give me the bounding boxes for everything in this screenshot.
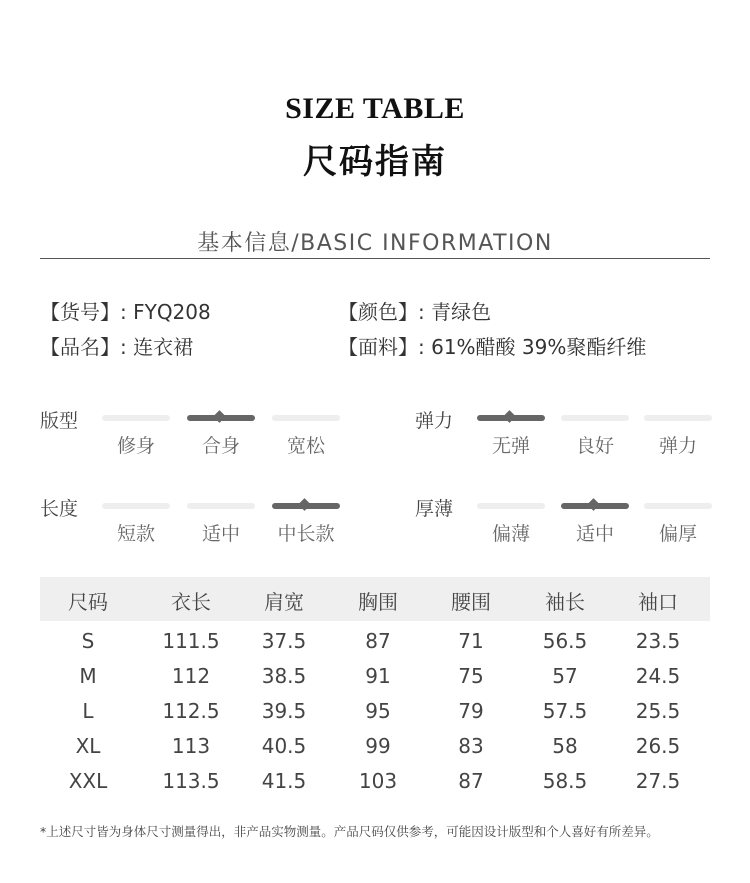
table-header-cell: 尺码 <box>68 590 108 614</box>
selected-marker-icon <box>298 498 311 511</box>
attr-stretch-label: 弹力 <box>415 410 454 432</box>
table-cell: 40.5 <box>261 734 307 758</box>
attr-stretch-option-2: 弹力 <box>658 435 697 457</box>
table-size-cell: XL <box>75 734 101 758</box>
table-header-cell: 胸围 <box>358 590 398 614</box>
attr-fit-option-0: 修身 <box>116 435 155 457</box>
table-cell: 103 <box>358 769 398 793</box>
table-cell: 112 <box>171 664 211 688</box>
attr-stretch-track-1 <box>561 415 629 421</box>
attr-thickness-track-1 <box>561 503 629 509</box>
table-cell: 58 <box>552 734 578 758</box>
attr-fit-track-2 <box>272 415 340 421</box>
attr-length-track-0 <box>102 503 170 509</box>
attr-length-track-1 <box>187 503 255 509</box>
table-cell: 111.5 <box>162 629 220 653</box>
table-header-cell: 袖长 <box>545 590 585 614</box>
attr-length-option-2: 中长款 <box>277 523 335 545</box>
table-cell: 23.5 <box>635 629 681 653</box>
table-cell: 26.5 <box>635 734 681 758</box>
attr-stretch-option-1: 良好 <box>575 435 614 457</box>
table-size-cell: S <box>81 629 95 653</box>
table-cell: 113 <box>171 734 211 758</box>
table-cell: 38.5 <box>261 664 307 688</box>
table-cell: 39.5 <box>261 699 307 723</box>
table-cell: 56.5 <box>542 629 588 653</box>
table-cell: 79 <box>458 699 484 723</box>
info-name: 【品名】: 连衣裙 <box>40 335 194 359</box>
table-cell: 27.5 <box>635 769 681 793</box>
table-header-cell: 肩宽 <box>264 590 304 614</box>
attr-thickness-track-2 <box>644 503 712 509</box>
attr-thickness-option-0: 偏薄 <box>491 523 530 545</box>
table-cell: 24.5 <box>635 664 681 688</box>
title-en: SIZE TABLE <box>285 92 465 125</box>
selected-marker-icon <box>213 410 226 423</box>
table-cell: 113.5 <box>162 769 220 793</box>
attr-stretch-option-0: 无弹 <box>491 435 530 457</box>
table-cell: 58.5 <box>542 769 588 793</box>
attr-stretch-track-2 <box>644 415 712 421</box>
table-cell: 71 <box>458 629 484 653</box>
table-cell: 87 <box>458 769 484 793</box>
title-cn: 尺码指南 <box>303 142 447 182</box>
table-cell: 37.5 <box>261 629 307 653</box>
attr-fit-track-1 <box>187 415 255 421</box>
table-cell: 41.5 <box>261 769 307 793</box>
attr-thickness-label: 厚薄 <box>415 498 454 520</box>
attr-length-track-2 <box>272 503 340 509</box>
attr-length-label: 长度 <box>40 498 79 520</box>
table-cell: 87 <box>365 629 391 653</box>
section-title: 基本信息/BASIC INFORMATION <box>197 231 553 256</box>
table-header-cell: 腰围 <box>451 590 491 614</box>
table-cell: 75 <box>458 664 484 688</box>
attr-length-option-0: 短款 <box>116 523 155 545</box>
table-header-cell: 衣长 <box>171 590 211 614</box>
table-cell: 99 <box>365 734 391 758</box>
attr-fit-option-2: 宽松 <box>286 435 325 457</box>
selected-marker-icon <box>503 410 516 423</box>
attr-fit-track-0 <box>102 415 170 421</box>
attr-thickness-option-1: 适中 <box>575 523 614 545</box>
attr-length-option-1: 适中 <box>201 523 240 545</box>
selected-marker-icon <box>587 498 600 511</box>
info-color: 【颜色】: 青绿色 <box>338 300 492 324</box>
attr-stretch-track-0 <box>477 415 545 421</box>
table-cell: 57.5 <box>542 699 588 723</box>
section-divider <box>40 258 710 259</box>
table-size-cell: M <box>79 664 97 688</box>
attr-fit-option-1: 合身 <box>201 435 240 457</box>
table-size-cell: L <box>82 699 94 723</box>
footnote: *上述尺寸皆为身体尺寸测量得出，非产品实物测量。产品尺码仅供参考，可能因设计版型和个人喜好有所差异。 <box>40 824 659 839</box>
attr-fit-label: 版型 <box>40 410 79 432</box>
info-fabric: 【面料】: 61%醋酸 39%聚酯纤维 <box>338 335 647 359</box>
table-cell: 25.5 <box>635 699 681 723</box>
table-cell: 57 <box>552 664 578 688</box>
table-cell: 91 <box>365 664 391 688</box>
table-size-cell: XXL <box>68 769 108 793</box>
table-header-cell: 袖口 <box>638 590 678 614</box>
table-cell: 83 <box>458 734 484 758</box>
table-cell: 95 <box>365 699 391 723</box>
info-item-no: 【货号】: FYQ208 <box>40 300 211 324</box>
attr-thickness-option-2: 偏厚 <box>658 523 697 545</box>
table-cell: 112.5 <box>162 699 220 723</box>
attr-thickness-track-0 <box>477 503 545 509</box>
